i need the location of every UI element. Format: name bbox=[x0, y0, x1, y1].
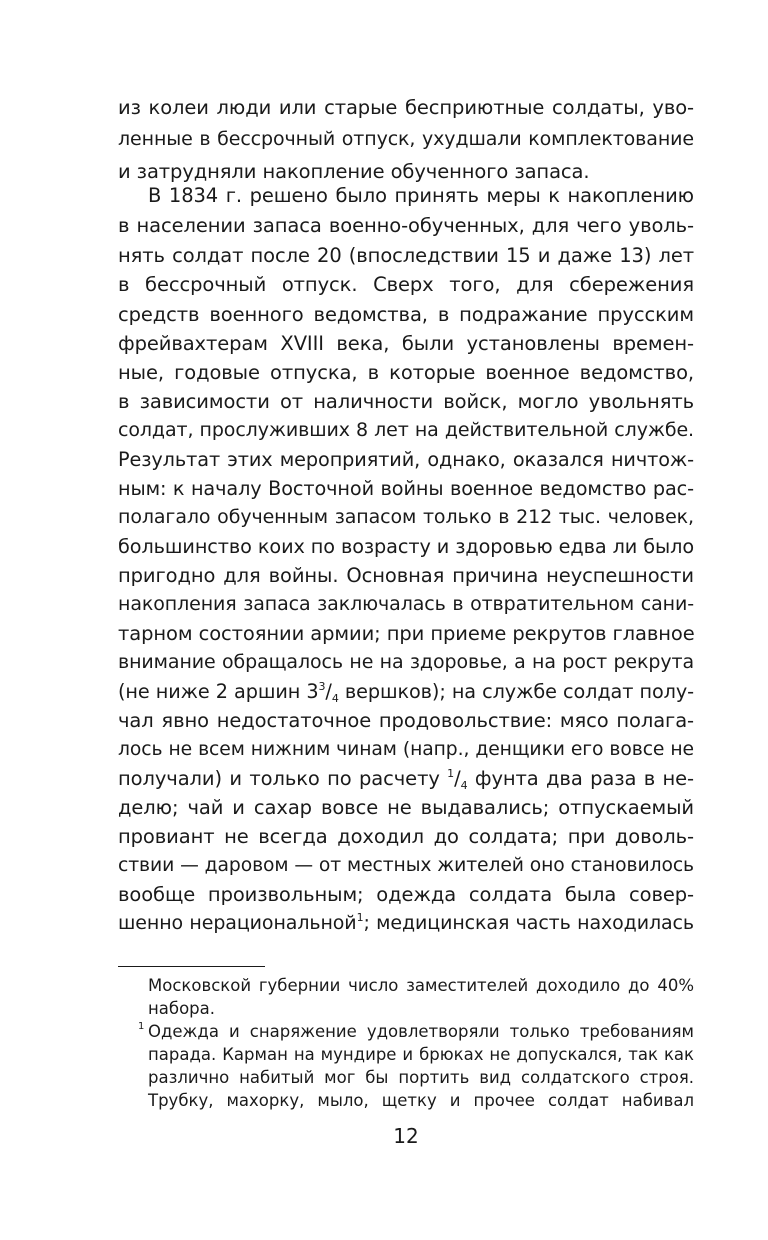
footnote-reference: 1 bbox=[356, 911, 364, 924]
body-line: ствии — даровом — от местных жителей оно становилось bbox=[118, 855, 694, 876]
body-line: ленные в бессрочный отпуск, ухудшали комплектование bbox=[118, 128, 694, 150]
fraction-numerator: 1 bbox=[447, 767, 455, 780]
footnote-line: различно набитый мог бы портить вид солдатского строя. bbox=[148, 1068, 694, 1087]
body-line: накопления запаса заключалась в отвратительном сани- bbox=[118, 593, 694, 615]
body-line: ные, годовые отпуска, в которые военное ведомство, bbox=[118, 361, 694, 384]
body-line: провиант не всегда доходил до солдата; при доволь- bbox=[118, 825, 694, 848]
fraction-denominator: 4 bbox=[331, 692, 339, 705]
body-line: Результат этих мероприятий, однако, оказался ничтож- bbox=[118, 448, 694, 471]
body-line: чал явно недостаточное продовольствие: мясо полага- bbox=[118, 709, 694, 732]
text-fragment: (не ниже 2 аршин 3 bbox=[118, 680, 319, 703]
body-line: и затрудняли накопление обученного запаса. bbox=[118, 160, 590, 183]
body-line: вообще произвольным; одежда солдата была совер- bbox=[118, 883, 694, 906]
body-line: полагало обученным запасом только в 212 тыс. человек, bbox=[118, 506, 694, 528]
body-line: ным: к началу Восточной войны военное ведомство рас- bbox=[118, 477, 694, 500]
text-fragment: ; медицинская часть находилась bbox=[363, 912, 694, 934]
fraction-slash: / bbox=[454, 767, 461, 790]
fraction-numerator: 3 bbox=[318, 680, 326, 693]
body-line: лось не всем нижним чинам (напр., денщики его вовсе не bbox=[118, 739, 694, 760]
body-line: в населении запаса военно-обученных, для чего уволь- bbox=[118, 214, 694, 237]
body-line-with-footnote-ref bbox=[118, 909, 694, 938]
body-line: фрейвахтерам XVIII века, были установлены времен- bbox=[118, 332, 694, 355]
body-line-with-fraction bbox=[118, 764, 694, 793]
body-line: делю; чай и сахар вовсе не выдавались; отпускаемый bbox=[118, 796, 694, 819]
footnote-line: набора. bbox=[148, 999, 215, 1018]
fraction-slash: / bbox=[325, 680, 332, 703]
fraction-denominator: 4 bbox=[460, 779, 468, 792]
body-line: большинство коих по возрасту и здоровью едва ли было bbox=[118, 535, 694, 558]
body-line-with-fraction bbox=[118, 677, 694, 706]
text-fragment: вершков); на службе солдат полу- bbox=[338, 680, 694, 703]
footnote-separator bbox=[118, 966, 265, 967]
book-page bbox=[118, 0, 694, 1240]
footnote-line: Трубку, махорку, мыло, щетку и прочее солдат набивал bbox=[148, 1091, 694, 1110]
text-fragment: фунта два раза в не- bbox=[467, 767, 694, 790]
body-line: нять солдат после 20 (впоследствии 15 и даже 13) лет bbox=[118, 244, 694, 267]
footnote-line: парада. Карман на мундире и брюках не допускался, так как bbox=[148, 1045, 694, 1064]
body-line: пригодно для войны. Основная причина неуспешности bbox=[118, 564, 694, 587]
text-fragment: получали) и только по расчету bbox=[118, 767, 448, 790]
text-fragment: шенно нерациональной bbox=[118, 912, 357, 934]
body-line: солдат, прослуживших 8 лет на действительной службе. bbox=[118, 419, 694, 441]
page-number: 12 bbox=[393, 1124, 419, 1148]
footnote-mark: 1 bbox=[138, 1021, 145, 1032]
body-line: в зависимости от наличности войск, могло увольнять bbox=[118, 390, 694, 413]
body-line: из колеи люди или старые бесприютные солдаты, уво- bbox=[118, 96, 694, 119]
body-line: В 1834 г. решено было принять меры к накоплению bbox=[148, 184, 694, 207]
body-line: тарном состоянии армии; при приеме рекрутов главное bbox=[118, 622, 695, 645]
body-line: в бессрочный отпуск. Сверх того, для сбережения bbox=[118, 273, 694, 296]
footnote-line: Одежда и снаряжение удовлетворяли только требованиям bbox=[148, 1022, 694, 1041]
footnote-line: Московской губернии число заместителей доходило до 40% bbox=[148, 976, 694, 995]
body-line: средств военного ведомства, в подражание прусским bbox=[118, 303, 694, 326]
body-line: внимание обращалось не на здоровье, а на рост рекрута bbox=[118, 651, 694, 673]
